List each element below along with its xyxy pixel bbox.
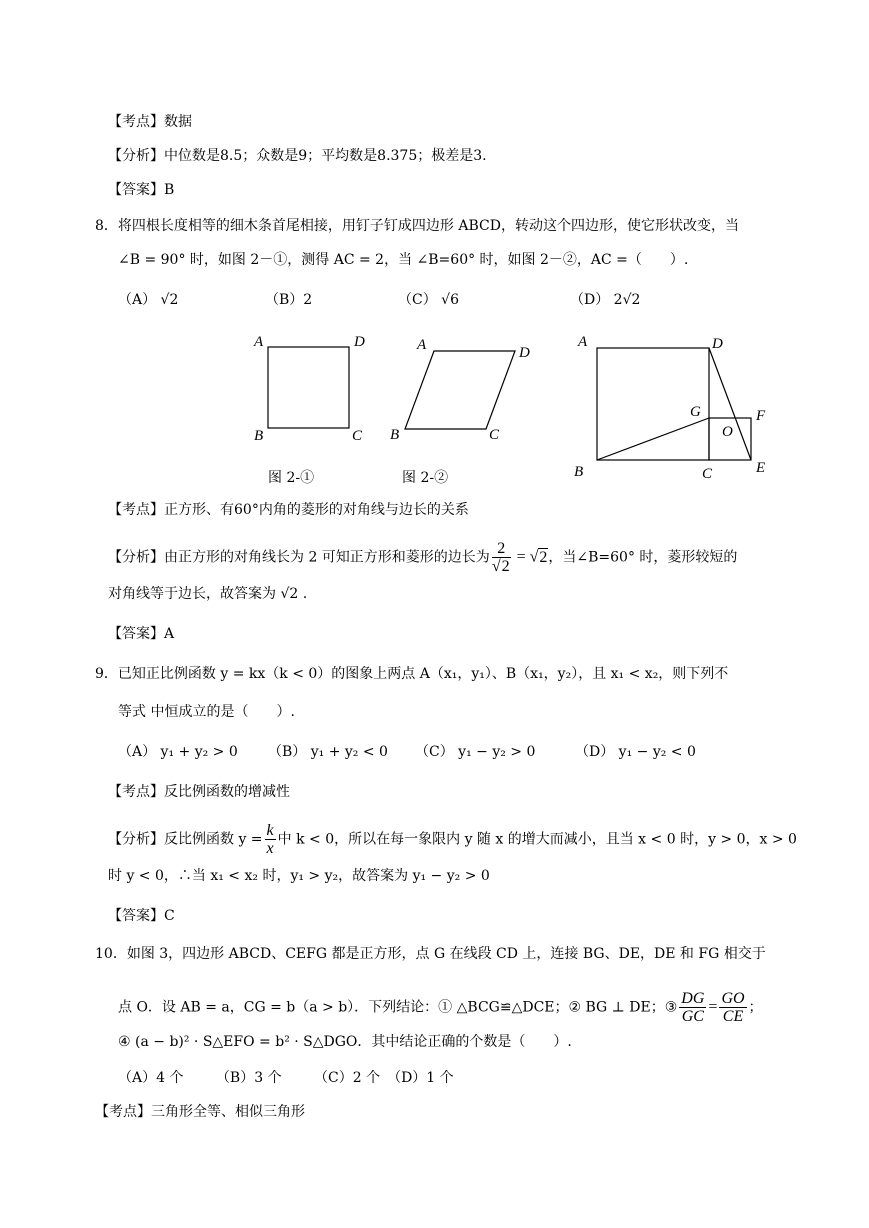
q9-analysis-line1-a: 【分析】反比例函数 y =: [108, 831, 263, 848]
fig2-caption: 图 2-②: [402, 470, 449, 486]
fig1-label-b: B: [254, 428, 264, 444]
q8-option-a: （A） √2: [118, 292, 179, 308]
q9-option-b: （B） y₁ + y₂ < 0: [268, 744, 388, 760]
fig3-label-o: O: [722, 424, 733, 440]
fig3-label-f: F: [756, 408, 766, 424]
q8-kaodian: 【考点】正方形、有60°内角的菱形的对角线与边长的关系: [108, 502, 469, 518]
fig1-label-d: D: [354, 334, 365, 350]
q9-option-c: （C） y₁ − y₂ > 0: [415, 744, 536, 760]
fig2-label-b: B: [390, 427, 400, 443]
q9-answer: 【答案】C: [108, 908, 175, 924]
figure-2-2-rhombus: [385, 335, 535, 445]
fig1-caption: 图 2-①: [268, 470, 315, 486]
q8-answer: 【答案】A: [108, 626, 175, 642]
q10-options: （A）4 个 （B）3 个 （C）2 个 （D）1 个: [118, 1070, 454, 1086]
fig3-label-d: D: [712, 336, 723, 352]
q10-stem-line2-a: 点 O．设 AB = a，CG = b（a > b）．下列结论：① △BCG≌△DCE；② BG ⊥ DE；③: [118, 999, 678, 1016]
fig3-label-c: C: [702, 466, 713, 480]
q9-stem-line1: 9．已知正比例函数 y = kx（k < 0）的图象上两点 A（x₁，y₁）、B（x₁，y₂），且 x₁ < x₂，则下列不: [95, 666, 729, 682]
q9-kaodian: 【考点】反比例函数的增减性: [108, 784, 290, 800]
q10-stem-line2: 点 O．设 AB = a，CG = b（a > b）．下列结论：① △BCG≌△DCE；② BG ⊥ DE；③ $\frac{DG}{GC}$ = $\frac{GO}{CE}$ ；: [118, 990, 763, 1025]
fig2-label-c: C: [489, 427, 500, 443]
q8-stem-line1: 8．将四根长度相等的细木条首尾相接，用钉子钉成四边形 ABCD，转动这个四边形，使它形状改变，当: [95, 218, 739, 234]
q8-analysis-line1: 【分析】由正方形的对角线长为 2 可知正方形和菱形的边长为 $\frac{2}{√2}$ = √2，当∠B=60° 时，菱形较短的: [108, 540, 738, 575]
q8-option-d: （D） 2√2: [570, 292, 641, 308]
q8-analysis-line1-a: 【分析】由正方形的对角线长为 2 可知正方形和菱形的边长为: [108, 549, 490, 566]
q7-analysis: 【分析】中位数是8.5；众数是9；平均数是8.375；极差是3.: [108, 148, 487, 164]
q9-analysis-line1: [108, 822, 797, 857]
fig3-label-a: A: [578, 334, 588, 350]
q9-analysis-line2: 时 y < 0，∴当 x₁ < x₂ 时，y₁ > y₂，故答案为 y₁ − y₂ > 0: [108, 868, 490, 884]
q8-stem-line2: ∠B = 90° 时，如图 2－①，测得 AC = 2，当 ∠B=60° 时，如图 2－②，AC =（ ）.: [118, 252, 689, 268]
fig3-label-g: G: [690, 404, 701, 420]
q10-stem-line1: 10．如图 3，四边形 ABCD、CEFG 都是正方形，点 G 在线段 CD 上，连接 BG、DE，DE 和 FG 相交于: [95, 946, 766, 962]
fig3-label-e: E: [756, 460, 766, 476]
q7-kaodian: 【考点】数据: [108, 114, 192, 130]
q8-analysis-line2: 对角线等于边长，故答案为 √2 .: [108, 586, 308, 602]
q10-stem-line3: ④ (a − b)² · S△EFO = b² · S△DGO．其中结论正确的个数是（ ）.: [118, 1034, 572, 1050]
fraction-2-over-root2: $\frac{2}{√2}$: [491, 540, 510, 575]
q9-option-a: （A） y₁ + y₂ > 0: [118, 744, 238, 760]
fig2-label-a: A: [417, 337, 427, 353]
q9-analysis-line1-b: 中 k < 0，所以在每一象限内 y 随 x 的增大而减小，且当 x < 0 时，y > 0，x > 0: [277, 831, 797, 848]
q7-answer: 【答案】B: [108, 182, 175, 198]
fig1-label-a: A: [254, 334, 264, 350]
fraction-k-over-x: $\frac{k}{x}$: [266, 822, 274, 857]
q10-kaodian: 【考点】三角形全等、相似三角形: [95, 1104, 305, 1120]
figure-3-squares: [570, 330, 770, 480]
q9-stem-line2: 等式 中恒成立的是（ ）.: [118, 704, 295, 720]
figure-2-1-square: [248, 330, 373, 445]
fraction-go-over-ce: $\frac{GO}{CE}$: [721, 990, 745, 1025]
q8-option-b: （B）2: [265, 292, 313, 308]
fig1-label-c: C: [352, 428, 363, 444]
q8-option-c: （C） √6: [398, 292, 459, 308]
fraction-dg-over-gc: $\frac{DG}{GC}$: [681, 990, 705, 1025]
q9-option-d: （D） y₁ − y₂ < 0: [575, 744, 696, 760]
q8-analysis-line1-b: ，当∠B=60° 时，菱形较短的: [548, 549, 738, 566]
fig3-label-b: B: [574, 464, 584, 480]
fig2-label-d: D: [519, 345, 530, 361]
